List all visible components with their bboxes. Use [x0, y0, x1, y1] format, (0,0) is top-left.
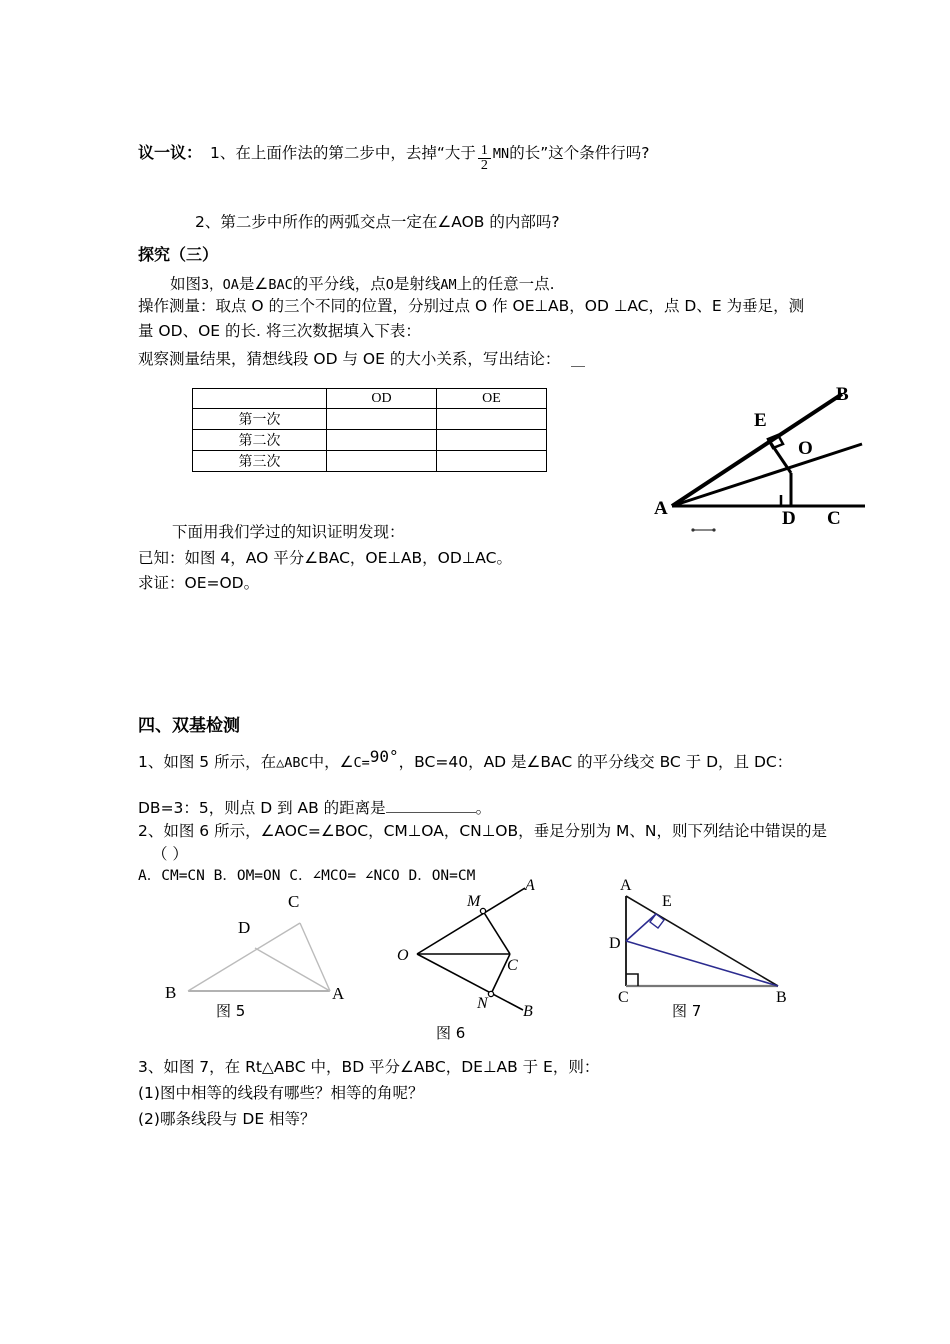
figure5-label-A: A [332, 984, 345, 1003]
table-row [193, 451, 547, 472]
question-3-line-3: (2)哪条线段与 DE 相等？ [138, 1110, 316, 1128]
explore-l1-i: AM [440, 277, 457, 293]
proof-line-1: 下面用我们学过的知识证明发现： [172, 523, 405, 541]
cell-od-3[interactable] [327, 451, 437, 472]
figure-5-triangle [160, 885, 360, 1015]
figure7-label-E: E [662, 893, 672, 910]
cell-od-1[interactable] [327, 409, 437, 430]
figure-3-angle-bisector [650, 382, 880, 547]
figure3-label-D: D [782, 508, 796, 529]
explore-l1-c: OA [222, 277, 239, 293]
question-1-line-1 [138, 747, 793, 772]
table-row [193, 430, 547, 451]
discuss-item-1-pre: 1、在上面作法的第二步中，去掉“大于 [210, 144, 476, 162]
cell-oe-3[interactable] [437, 451, 547, 472]
q1-l1-e: ，BC=40，AD 是∠BAC 的平分线交 BC 于 D，且 DC： [398, 753, 793, 771]
measurement-table [192, 388, 547, 472]
row-label-3: 第三次 [193, 451, 327, 472]
figure-7-caption: 图 7 [672, 1002, 702, 1020]
discuss-item-1-post: 的长”这个条件行吗? [509, 144, 650, 162]
figure6-label-M: M [467, 893, 481, 910]
figure3-label-E: E [754, 410, 767, 431]
explore-three-line-4: 观察测量结果，猜想线段 OD 与 OE 的大小关系，写出结论： [138, 350, 561, 368]
cell-od-2[interactable] [327, 430, 437, 451]
table-header-row [193, 389, 547, 409]
figure6-label-C: C [507, 957, 518, 974]
figure3-label-C: C [827, 508, 841, 529]
explore-three-line-2: 操作测量：取点 O 的三个不同的位置，分别过点 O 作 OE⊥AB，OD ⊥AC，点 D、E 为垂足，测 [138, 297, 805, 315]
conclusion-blank[interactable] [571, 350, 585, 367]
figure-5-caption: 图 5 [216, 1002, 246, 1020]
check-section-heading: 四、双基检测 [138, 716, 240, 736]
q1-l1-sup: 90° [369, 747, 399, 766]
discuss-item-2: 2、第二步中所作的两弧交点一定在∠AOB 的内部吗? [195, 213, 560, 231]
figure-7-right-triangle [608, 878, 798, 1008]
q1-l2-a: DB=3：5，则点 D 到 AB 的距离是 [138, 799, 386, 817]
figure5-label-D: D [238, 918, 251, 937]
figure6-label-O: O [397, 947, 409, 964]
figure5-label-B: B [165, 983, 177, 1002]
figure3-label-B: B [836, 384, 849, 405]
question-2-line-2: （ ） [152, 845, 188, 863]
figure6-label-B: B [523, 1003, 533, 1018]
figure3-label-A: A [654, 498, 668, 519]
explore-l1-d: 是∠ [238, 275, 269, 293]
question-2-options[interactable]: A．CM=CN B．OM=ON C．∠MCO= ∠NCO D．ON=CM [138, 868, 476, 884]
discuss-item-1-mn: MN [492, 146, 510, 162]
row-label-2: 第二次 [193, 430, 327, 451]
cell-oe-2[interactable] [437, 430, 547, 451]
figure-6-caption: 图 6 [436, 1024, 466, 1042]
proof-line-3: 求证：OE=OD。 [138, 574, 260, 592]
one-half-fraction [478, 144, 491, 173]
question-3-line-2: (1)图中相等的线段有哪些？相等的角呢？ [138, 1084, 424, 1102]
q1-l1-c: 中，∠ [308, 753, 354, 771]
q1-l1-b: △ABC [276, 755, 309, 771]
q1-l1-a: 1、如图 5 所示，在 [138, 753, 277, 771]
fraction-numerator: 1 [480, 143, 488, 158]
figure5-label-C: C [288, 892, 300, 911]
q1-l2-b: 。 [475, 799, 492, 817]
explore-l1-h: 是射线 [393, 275, 441, 293]
explore-l1-a: 如图 [170, 275, 202, 293]
figure3-label-O: O [798, 438, 813, 459]
question-3-line-1: 3、如图 7，在 Rt△ABC 中，BD 平分∠ABC，DE⊥AB 于 E，则： [138, 1058, 600, 1076]
q1-l1-d: C= [353, 755, 370, 771]
figure7-label-A: A [620, 878, 632, 894]
explore-l1-f: 的平分线，点 [292, 275, 386, 293]
figure6-label-A: A [525, 878, 535, 894]
explore-l1-e: BAC [268, 277, 293, 293]
proof-line-2: 已知：如图 4，AO 平分∠BAC，OE⊥AB，OD⊥AC。 [138, 549, 512, 567]
cell-oe-1[interactable] [437, 409, 547, 430]
explore-three-heading: 探究（三） [138, 245, 219, 264]
fraction-denominator: 2 [478, 158, 491, 173]
figure7-label-B: B [776, 989, 787, 1006]
figure-6-angle [395, 878, 575, 1018]
figure7-label-C: C [618, 989, 629, 1006]
explore-l1-j: 上的任意一点. [456, 275, 555, 293]
figure7-label-D: D [609, 935, 621, 952]
table-header-od: OD [327, 389, 437, 409]
explore-l1-g: O [385, 277, 394, 293]
question-1-line-2 [138, 796, 491, 818]
table-header-oe: OE [437, 389, 547, 409]
explore-l1-b: 3， [201, 277, 223, 293]
answer-blank-q1[interactable] [386, 796, 476, 813]
explore-three-line-3: 量 OD、OE 的长. 将三次数据填入下表： [138, 322, 421, 340]
table-row [193, 409, 547, 430]
discuss-item-1 [138, 140, 649, 177]
figure6-label-N: N [477, 995, 488, 1012]
question-2-line-1: 2、如图 6 所示，∠AOC=∠BOC，CM⊥OA，CN⊥OB，垂足分别为 M、N，则下列结论中错误的是 [138, 822, 827, 840]
row-label-1: 第一次 [193, 409, 327, 430]
discuss-label: 议一议： [138, 143, 203, 162]
explore-three-line-1 [170, 272, 555, 294]
table-header-blank [193, 389, 327, 409]
